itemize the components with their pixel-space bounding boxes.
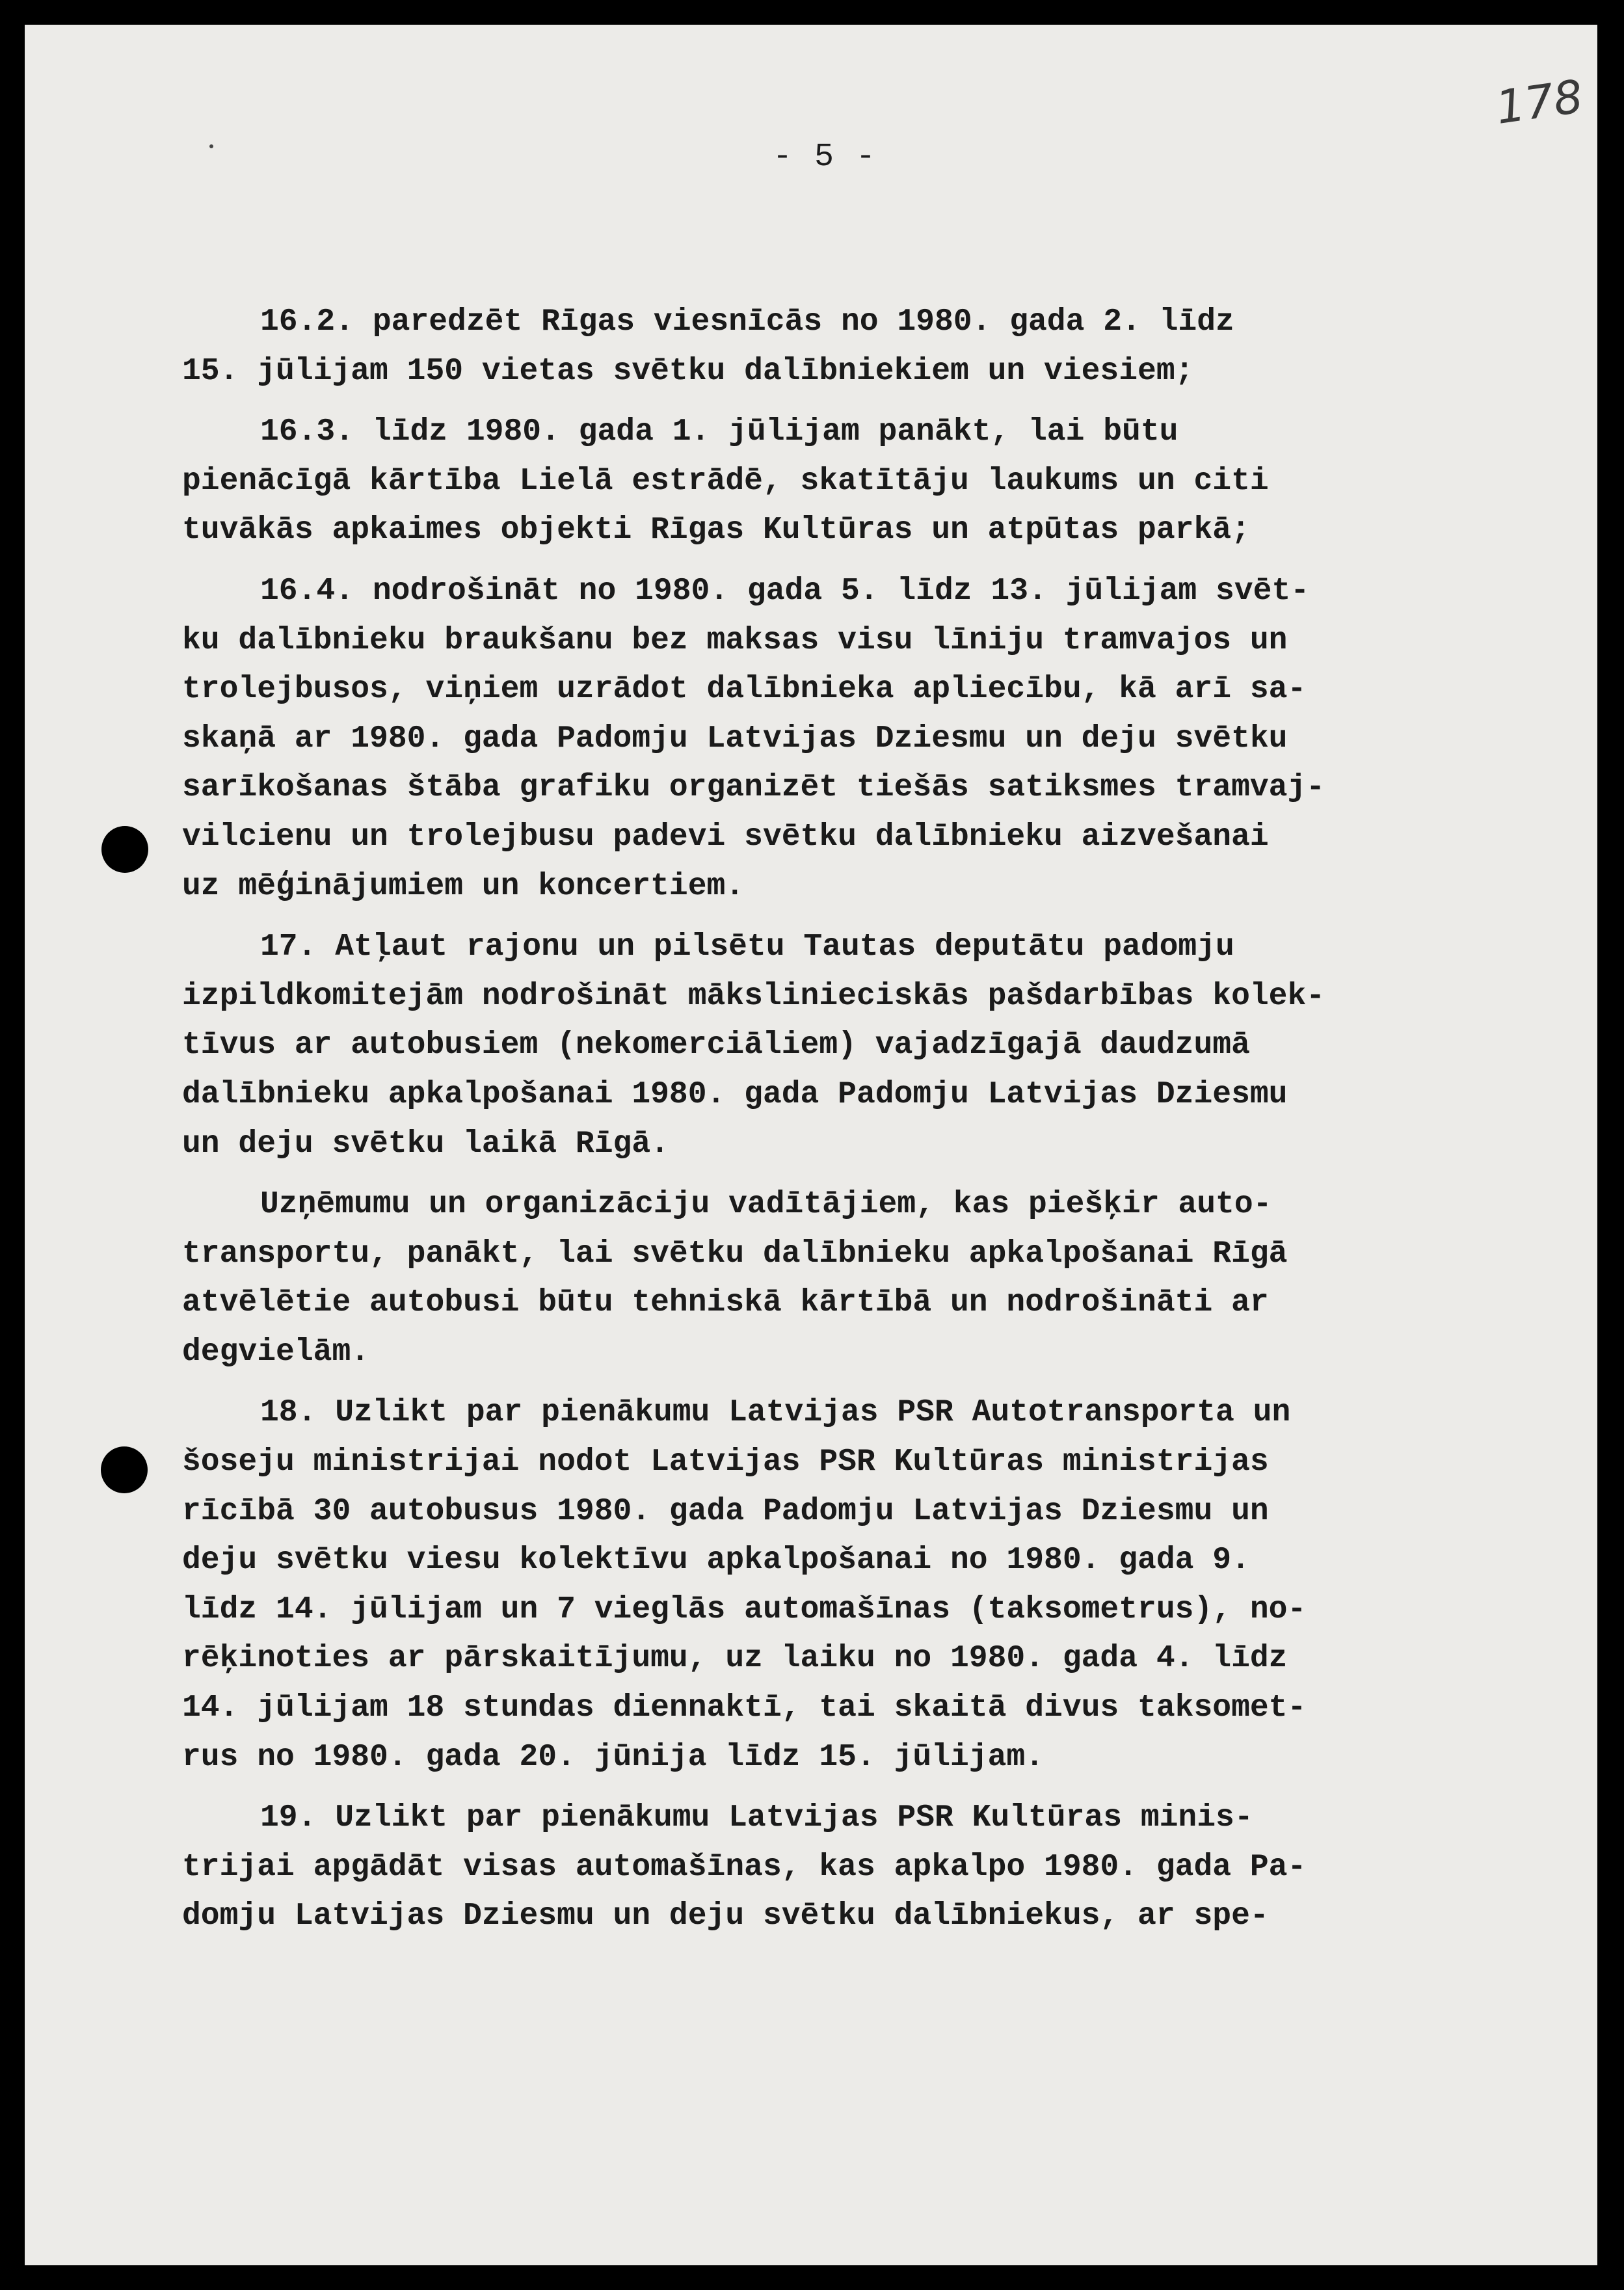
- text-line: tuvākās apkaimes objekti Rīgas Kultūras un atpūtas parkā;: [182, 513, 1250, 548]
- text-line: transportu, panākt, lai svētku dalībnieku apkalpošanai Rīgā: [182, 1236, 1288, 1271]
- paragraph-19: [182, 1794, 1496, 1941]
- text-line: deju svētku viesu kolektīvu apkalpošanai no 1980. gada 9.: [182, 1543, 1250, 1578]
- paragraph-16-3: [182, 408, 1496, 555]
- archive-number-handwritten: 178: [1492, 70, 1586, 135]
- document-page: [25, 25, 1597, 2265]
- text-line: 19. Uzlikt par pienākumu Latvijas PSR Kultūras minis-: [260, 1800, 1253, 1836]
- punch-hole: [101, 1446, 148, 1493]
- text-line: 16.3. līdz 1980. gada 1. jūlijam panākt, lai būtu: [260, 414, 1178, 450]
- text-line: vilcienu un trolejbusu padevi svētku dalībnieku aizvešanai: [182, 819, 1269, 855]
- paragraph-16-4: [182, 567, 1496, 911]
- text-line: Uzņēmumu un organizāciju vadītājiem, kas piešķir auto-: [260, 1187, 1272, 1223]
- text-line: rēķinoties ar pārskaitījumu, uz laiku no 1980. gada 4. līdz: [182, 1641, 1288, 1677]
- paragraph-18: [182, 1389, 1496, 1782]
- text-line: trijai apgādāt visas automašīnas, kas apkalpo 1980. gada Pa-: [182, 1849, 1307, 1885]
- text-line: 17. Atļaut rajonu un pilsētu Tautas deputātu padomju: [260, 929, 1234, 965]
- text-line: 15. jūlijam 150 vietas svētku dalībniekiem un viesiem;: [182, 353, 1194, 389]
- text-line: tīvus ar autobusiem (nekomerciāliem) vajadzīgajā daudzumā: [182, 1028, 1250, 1063]
- page-number: - 5 -: [773, 139, 877, 176]
- text-line: izpildkomitejām nodrošināt mākslinieciskās pašdarbības kolek-: [182, 978, 1325, 1014]
- text-line: pienācīgā kārtība Lielā estrādē, skatītāju laukums un citi: [182, 463, 1269, 499]
- text-line: šoseju ministrijai nodot Latvijas PSR Kultūras ministrijas: [182, 1445, 1269, 1480]
- text-line: ku dalībnieku braukšanu bez maksas visu līniju tramvajos un: [182, 622, 1288, 658]
- text-line: domju Latvijas Dziesmu un deju svētku dalībniekus, ar spe-: [182, 1898, 1269, 1934]
- text-line: uz mēģinājumiem un koncertiem.: [182, 868, 745, 904]
- text-line: 18. Uzlikt par pienākumu Latvijas PSR Autotransporta un: [260, 1395, 1291, 1431]
- text-line: 16.4. nodrošināt no 1980. gada 5. līdz 13. jūlijam svēt-: [260, 573, 1310, 609]
- text-line: atvēlētie autobusi būtu tehniskā kārtībā un nodrošināti ar: [182, 1285, 1269, 1321]
- paper-speck: [209, 144, 213, 148]
- text-line: sarīkošanas štāba grafiku organizēt tiešās satiksmes tramvaj-: [182, 770, 1325, 806]
- text-line: un deju svētku laikā Rīgā.: [182, 1126, 669, 1162]
- text-line: degvielām.: [182, 1334, 370, 1370]
- text-line: 16.2. paredzēt Rīgas viesnīcās no 1980. gada 2. līdz: [260, 304, 1234, 340]
- text-line: rīcībā 30 autobusus 1980. gada Padomju Latvijas Dziesmu un: [182, 1493, 1269, 1529]
- punch-hole: [101, 826, 148, 873]
- text-line: līdz 14. jūlijam un 7 vieglās automašīnas (taksometrus), no-: [182, 1591, 1307, 1627]
- paragraph-17-continuation: [182, 1180, 1496, 1377]
- text-line: trolejbusos, viņiem uzrādot dalībnieka apliecību, kā arī sa-: [182, 672, 1307, 708]
- paragraph-16-2: [182, 298, 1496, 396]
- text-line: skaņā ar 1980. gada Padomju Latvijas Dziesmu un deju svētku: [182, 721, 1288, 756]
- text-line: dalībnieku apkalpošanai 1980. gada Padomju Latvijas Dziesmu: [182, 1076, 1288, 1112]
- paragraph-17: [182, 923, 1496, 1169]
- document-body: [182, 298, 1496, 1953]
- text-line: rus no 1980. gada 20. jūnija līdz 15. jūlijam.: [182, 1739, 1045, 1775]
- text-line: 14. jūlijam 18 stundas diennaktī, tai skaitā divus taksomet-: [182, 1690, 1307, 1726]
